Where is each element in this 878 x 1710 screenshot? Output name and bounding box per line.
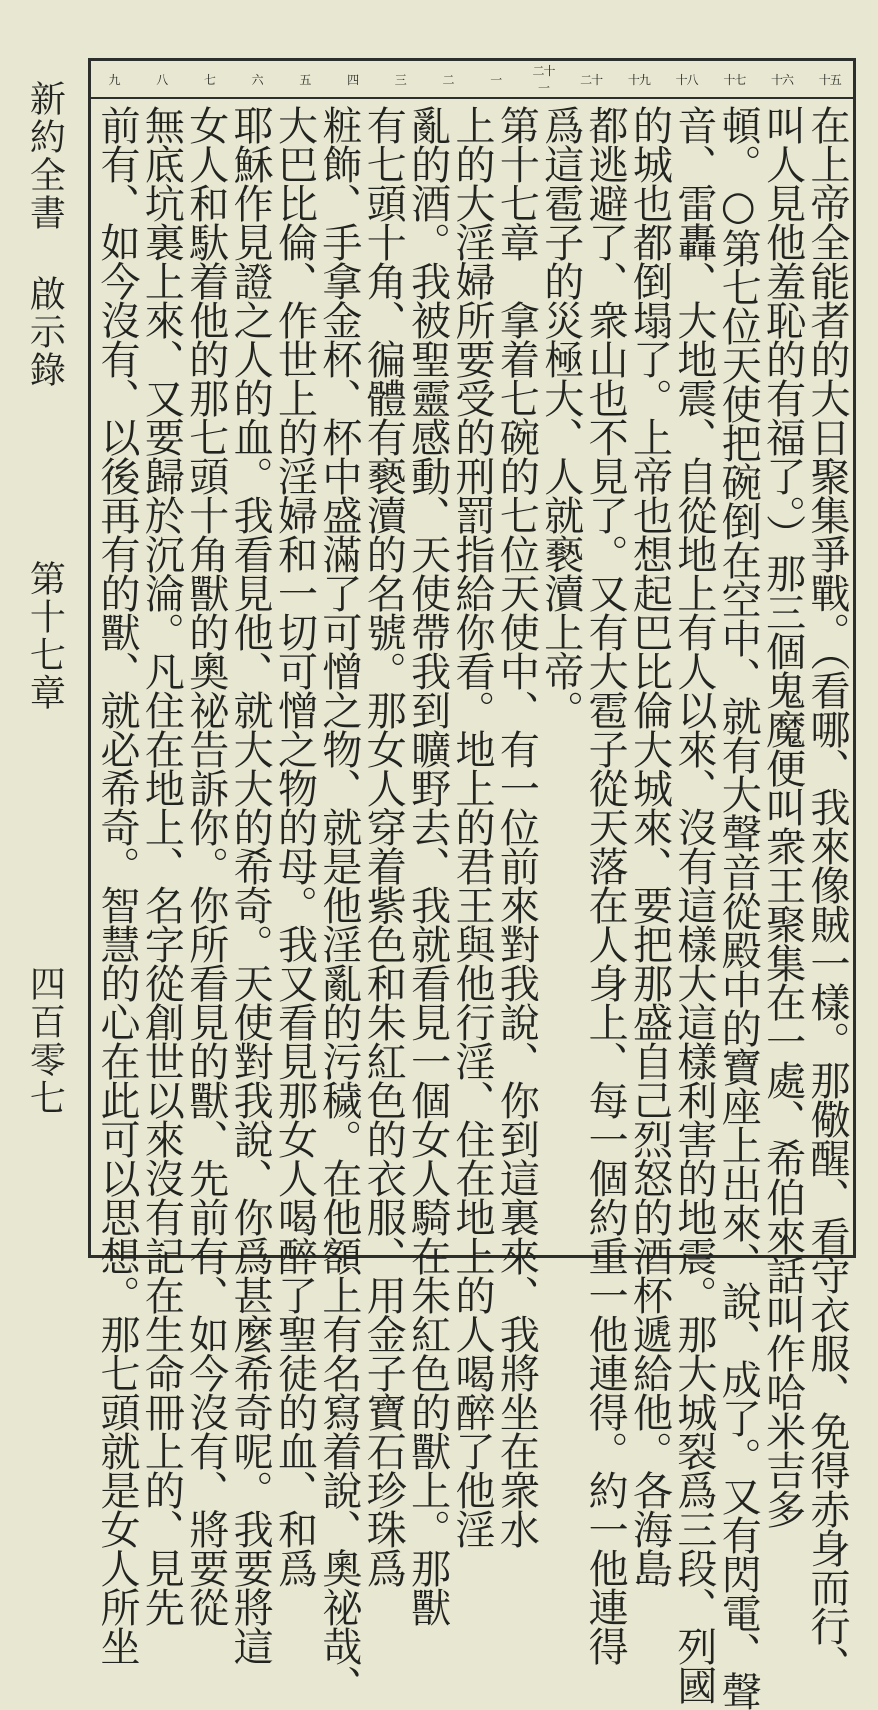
text-column: 耶穌作見證之人的血。我看見他、就大大的希奇。天使對我說、你爲甚麼希奇呢。我要將這 <box>227 105 274 1665</box>
verse-number: 六 <box>251 72 263 87</box>
text-column: 頓。○第七位天使把碗倒在空中、就有大聲音從殿中的寶座上出來、說、成了。又有閃電、聲 <box>715 105 762 1710</box>
text-column: 前有、如今沒有、以後再有的獸、就必希奇。智慧的心在此可以思想。那七頭就是女人所坐 <box>94 105 140 1665</box>
verse-number: 二十 <box>580 72 603 87</box>
verse-number: 九 <box>108 72 120 87</box>
verse-number-strip <box>91 61 853 99</box>
page-number: 四百零七 <box>24 965 66 1117</box>
running-header <box>18 70 72 1270</box>
book-title: 新約全書 啟示錄 <box>24 80 66 389</box>
verse-number: 八 <box>156 72 168 87</box>
text-column: 女人和馱着他的那七頭十角獸的奧祕告訴你。你所看見的獸、先前有、如今沒有、將要從 <box>182 105 229 1626</box>
body-text <box>94 105 850 1710</box>
text-column: 都逃避了、衆山也不見了。又有大雹子從天落在人身上、每一個約重一他連得。約一他連得 <box>582 105 629 1665</box>
text-frame <box>88 58 856 1710</box>
verse-number: 十八 <box>675 72 698 87</box>
text-column: 粧飾、手拿金杯、杯中盛滿了可憎之物、就是他淫亂的污穢。在他額上有名寫着說、奧祕哉、 <box>315 105 362 1704</box>
verse-number: 十五 <box>818 72 841 87</box>
verse-number: 五 <box>299 72 311 87</box>
verse-number: 二十一 <box>532 64 555 95</box>
text-column: 有七頭十角、徧體有褻瀆的名號。那女人穿着紫色和朱紅色的衣服、用金子寶石珍珠爲 <box>360 105 407 1587</box>
text-column: 叫人見他羞恥的有福了。）那三個鬼魔便叫衆王聚集在一處、希伯來話叫作哈米吉多 <box>759 105 806 1528</box>
verse-number: 一 <box>490 72 502 87</box>
text-column: 上的大淫婦所要受的刑罰指給你看。地上的君王與他行淫、住在地上的人喝醉了他淫 <box>449 105 495 1548</box>
verse-number: 三 <box>394 72 406 87</box>
text-column: 爲這雹子的災極大、人就褻瀆上帝。 <box>537 105 584 729</box>
text-column: 亂的酒。我被聖靈感動、天使帶我到曠野去、我就看見一個女人騎在朱紅色的獸上。那獸 <box>404 105 451 1626</box>
verse-number: 十七 <box>723 72 746 87</box>
text-column: 大巴比倫、作世上的淫婦和一切可憎之物的母。我又看見那女人喝醉了聖徒的血、和爲 <box>271 105 318 1587</box>
verse-number: 二 <box>442 72 454 87</box>
chapter-title: 第十七章 <box>24 560 66 712</box>
verse-number: 十九 <box>627 72 650 87</box>
verse-number: 四 <box>347 72 359 87</box>
verse-number: 七 <box>203 72 215 87</box>
text-column: 音、雷轟、大地震、自從地上有人以來、沒有這樣大這樣利害的地震。那大城裂爲三段、列國 <box>670 105 717 1704</box>
text-column: 無底坑裏上來、又要歸於沉淪。凡住在地上、名字從創世以來沒有記在生命冊上的、見先 <box>138 105 185 1626</box>
text-column: 在上帝全能者的大日聚集爭戰。（看哪、我來像賊一樣。那儆醒、看守衣服、免得赤身而行、 <box>804 105 850 1684</box>
verse-number: 十六 <box>771 72 794 87</box>
text-column: 的城也都倒塌了。上帝也想起巴比倫大城來、要把那盛自己烈怒的酒杯遞給他。各海島 <box>626 105 673 1587</box>
chapter-start-column: 第十七章 拿着七碗的七位天使中、有一位前來對我說、你到這裏來、我將坐在衆水 <box>493 105 540 1548</box>
